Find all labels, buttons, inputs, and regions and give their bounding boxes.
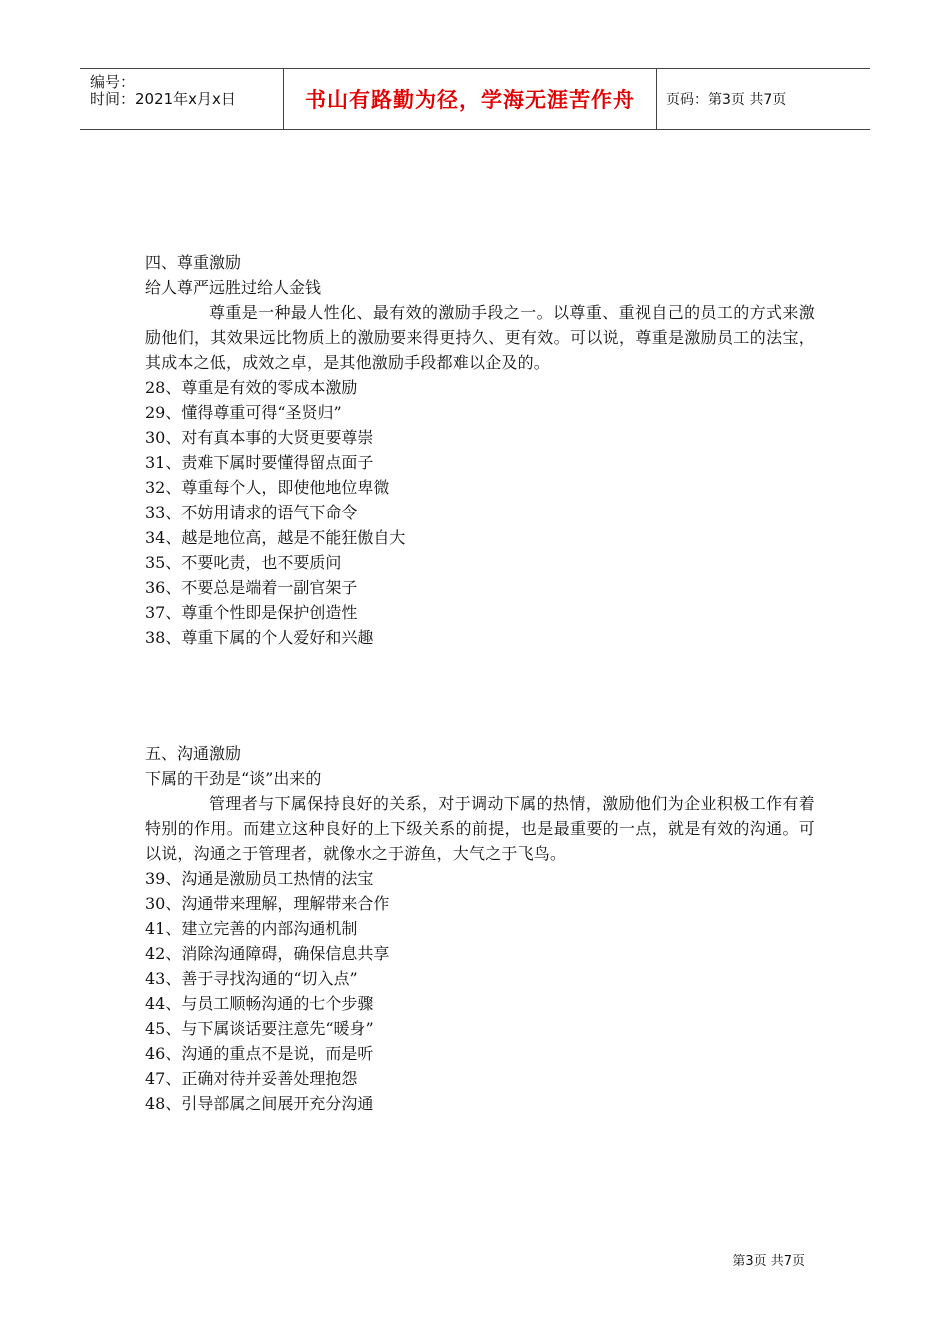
list-item: 37、尊重个性即是保护创造性	[145, 603, 358, 622]
header-motto-cell	[283, 69, 657, 129]
list-item: 45、与下属谈话要注意先“暖身”	[145, 1019, 374, 1038]
list-item: 33、不妨用请求的语气下命令	[145, 503, 358, 522]
list-item: 35、不要叱责，也不要质问	[145, 553, 342, 572]
section-heading: 五、沟通激励	[145, 744, 242, 763]
list-item: 41、建立完善的内部沟通机制	[145, 919, 358, 938]
list-item: 32、尊重每个人，即使他地位卑微	[145, 478, 390, 497]
header-motto: 书山有路勤为径，学海无涯苦作舟	[305, 88, 635, 112]
document-number-label: 编号：	[90, 73, 136, 91]
list-item: 39、沟通是激励员工热情的法宝	[145, 869, 374, 888]
list-item: 30、对有真本事的大贤更要尊崇	[145, 428, 374, 447]
list-item: 36、不要总是端着一副官架子	[145, 578, 358, 597]
header-page-cell	[656, 69, 870, 129]
list-item: 42、消除沟通障碍，确保信息共享	[145, 944, 390, 963]
section-respect-incentive	[145, 250, 815, 650]
list-item: 44、与员工顺畅沟通的七个步骤	[145, 994, 374, 1013]
list-item: 46、沟通的重点不是说，而是听	[145, 1044, 374, 1063]
page-footer: 第3页 共7页	[732, 1254, 805, 1269]
list-item: 38、尊重下属的个人爱好和兴趣	[145, 628, 374, 647]
list-item: 30、沟通带来理解，理解带来合作	[145, 894, 390, 913]
list-item: 31、责难下属时要懂得留点面子	[145, 453, 374, 472]
list-item: 29、懂得尊重可得“圣贤归”	[145, 403, 342, 422]
document-date-label: 时间：2021年x月x日	[90, 90, 236, 108]
list-item: 48、引导部属之间展开充分沟通	[145, 1094, 374, 1113]
page-header	[80, 68, 870, 130]
list-item: 34、越是地位高，越是不能狂傲自大	[145, 528, 406, 547]
section-heading: 四、尊重激励	[145, 253, 242, 272]
list-item: 28、尊重是有效的零成本激励	[145, 378, 358, 397]
section-subtitle: 给人尊严远胜过给人金钱	[145, 278, 322, 297]
section-paragraph: 尊重是一种最人性化、最有效的激励手段之一。以尊重、重视自己的员工的方式来激励他们，其效果远比物质上的激励要来得更持久、更有效。可以说，尊重是激励员工的法宝，其成本之低，成效之卓，是其他激励手段都难以企及的。	[145, 303, 815, 372]
list-item: 43、善于寻找沟通的“切入点”	[145, 969, 358, 988]
header-left-cell	[80, 69, 283, 129]
section-subtitle: 下属的干劲是“谈”出来的	[145, 769, 322, 788]
header-page-label: 页码：第3页 共7页	[666, 92, 787, 108]
section-paragraph: 管理者与下属保持良好的关系，对于调动下属的热情，激励他们为企业积极工作有着特别的作用。而建立这种良好的上下级关系的前提，也是最重要的一点，就是有效的沟通。可以说，沟通之于管理者，就像水之于游鱼，大气之于飞鸟。	[145, 794, 815, 863]
list-item: 47、正确对待并妥善处理抱怨	[145, 1069, 358, 1088]
section-communication-incentive	[145, 741, 815, 1116]
